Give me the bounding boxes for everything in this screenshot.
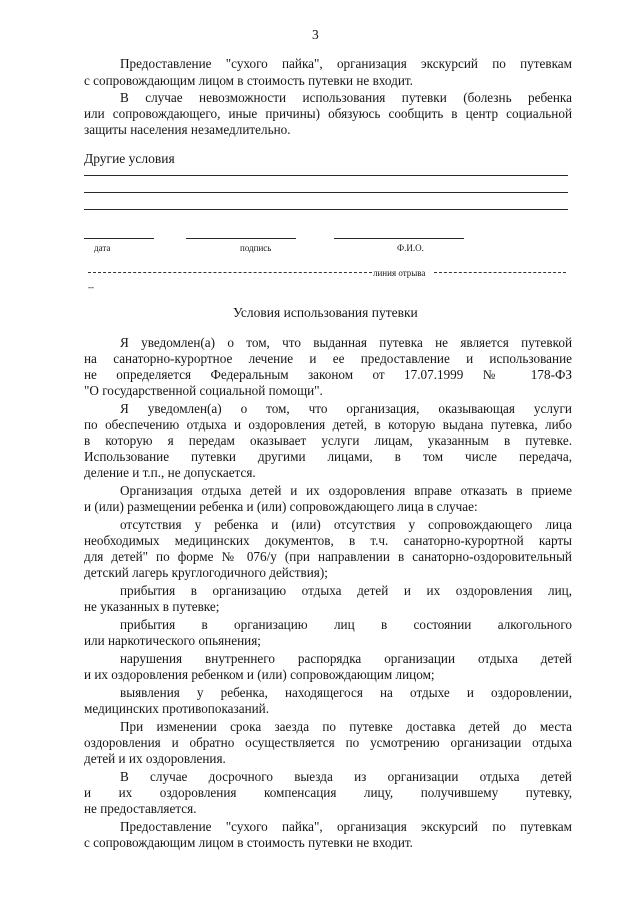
text-line: на санаторно-курортное лечение и ее предоставление и использование bbox=[84, 351, 572, 366]
text-line: необходимых медицинских документов, в т.ч. санаторно-курортной карты bbox=[84, 533, 572, 548]
text-line: оздоровления и обратно осуществляется по усмотрению организации отдыха bbox=[84, 735, 572, 750]
signature-caption: подпись bbox=[240, 243, 272, 253]
cut-line-label: линия отрыва bbox=[373, 268, 426, 278]
text-line: "О государственной социальной помощи". bbox=[84, 383, 323, 398]
text-line: и (или) размещении ребенка и (или) сопровождающего лица в случае: bbox=[84, 499, 478, 514]
text-line: выявления у ребенка, находящегося на отдыхе и оздоровлении, bbox=[120, 685, 572, 700]
text-line: прибытия в организацию лиц в состоянии алкогольного bbox=[120, 617, 572, 632]
text-line: не указанных в путевке; bbox=[84, 599, 220, 614]
text-line: Я уведомлен(а) о том, что организация, оказывающая услуги bbox=[120, 401, 572, 416]
cut-line bbox=[88, 268, 566, 278]
text-line: не предоставляется. bbox=[84, 801, 197, 816]
date-caption: дата bbox=[94, 243, 111, 253]
name-line bbox=[334, 238, 464, 239]
text-line: не определяется Федеральным законом от 17.07.1999 № 178-ФЗ bbox=[84, 367, 572, 382]
date-line bbox=[84, 238, 154, 239]
name-caption: Ф.И.О. bbox=[397, 243, 424, 253]
text-line: медицинских противопоказаний. bbox=[84, 701, 270, 716]
text-line: и их оздоровления компенсация лицу, получившему путевку, bbox=[84, 785, 572, 800]
text-line: Использование путевки другими лицами, в том числе передача, bbox=[84, 449, 572, 464]
text-line: с сопровождающим лицом в стоимость путевки не входит. bbox=[84, 73, 413, 88]
page-number: 3 bbox=[312, 27, 319, 42]
cut-line-tail: -- bbox=[88, 282, 94, 292]
text-line: При изменении срока заезда по путевке доставка детей до места bbox=[120, 719, 572, 734]
text-line: по обеспечению отдыха и оздоровления детей, в которую выдана путевка, либо bbox=[84, 417, 572, 432]
signature-line bbox=[186, 238, 296, 239]
text-line: в которую я передам оказывает услуги лицам, указанным в путевке. bbox=[84, 433, 572, 448]
text-line: детский лагерь круглогодичного действия); bbox=[84, 565, 328, 580]
section-title: Условия использования путевки bbox=[233, 305, 418, 320]
text-line: нарушения внутреннего распорядка организации отдыха детей bbox=[120, 651, 572, 666]
cut-dash-left bbox=[88, 272, 372, 273]
text-line: детей и их оздоровления. bbox=[84, 751, 226, 766]
blank-line bbox=[84, 175, 568, 176]
cut-dash-right bbox=[434, 272, 566, 273]
text-line: Я уведомлен(а) о том, что выданная путевка не является путевкой bbox=[120, 335, 572, 350]
blank-line bbox=[84, 209, 568, 210]
text-line: Организация отдыха детей и их оздоровления вправе отказать в приеме bbox=[120, 483, 572, 498]
text-line: защиты населения незамедлительно. bbox=[84, 122, 291, 137]
text-line: или наркотического опьянения; bbox=[84, 633, 261, 648]
text-line: и их оздоровления ребенком и (или) сопровождающим лицом; bbox=[84, 667, 435, 682]
text-line: В случае досрочного выезда из организации отдыха детей bbox=[120, 769, 572, 784]
text-line: прибытия в организацию отдыха детей и их оздоровления лиц, bbox=[120, 583, 572, 598]
text-line: отсутствия у ребенка и (или) отсутствия у сопровождающего лица bbox=[120, 517, 572, 532]
text-line: или сопровождающего, иные причины) обязуюсь сообщить в центр социальной bbox=[84, 106, 572, 121]
text-line: Предоставление "сухого пайка", организация экскурсий по путевкам bbox=[120, 819, 572, 834]
blank-line bbox=[84, 192, 568, 193]
text-line: деление и т.п., не допускается. bbox=[84, 465, 256, 480]
text-line: В случае невозможности использования путевки (болезнь ребенка bbox=[120, 90, 572, 105]
text-line: Предоставление "сухого пайка", организация экскурсий по путевкам bbox=[120, 56, 572, 71]
other-conditions-label: Другие условия bbox=[84, 151, 175, 166]
text-line: с сопровождающим лицом в стоимость путевки не входит. bbox=[84, 835, 413, 850]
text-line: для детей" по форме № 076/у (при направлении в санаторно-оздоровительный bbox=[84, 549, 572, 564]
